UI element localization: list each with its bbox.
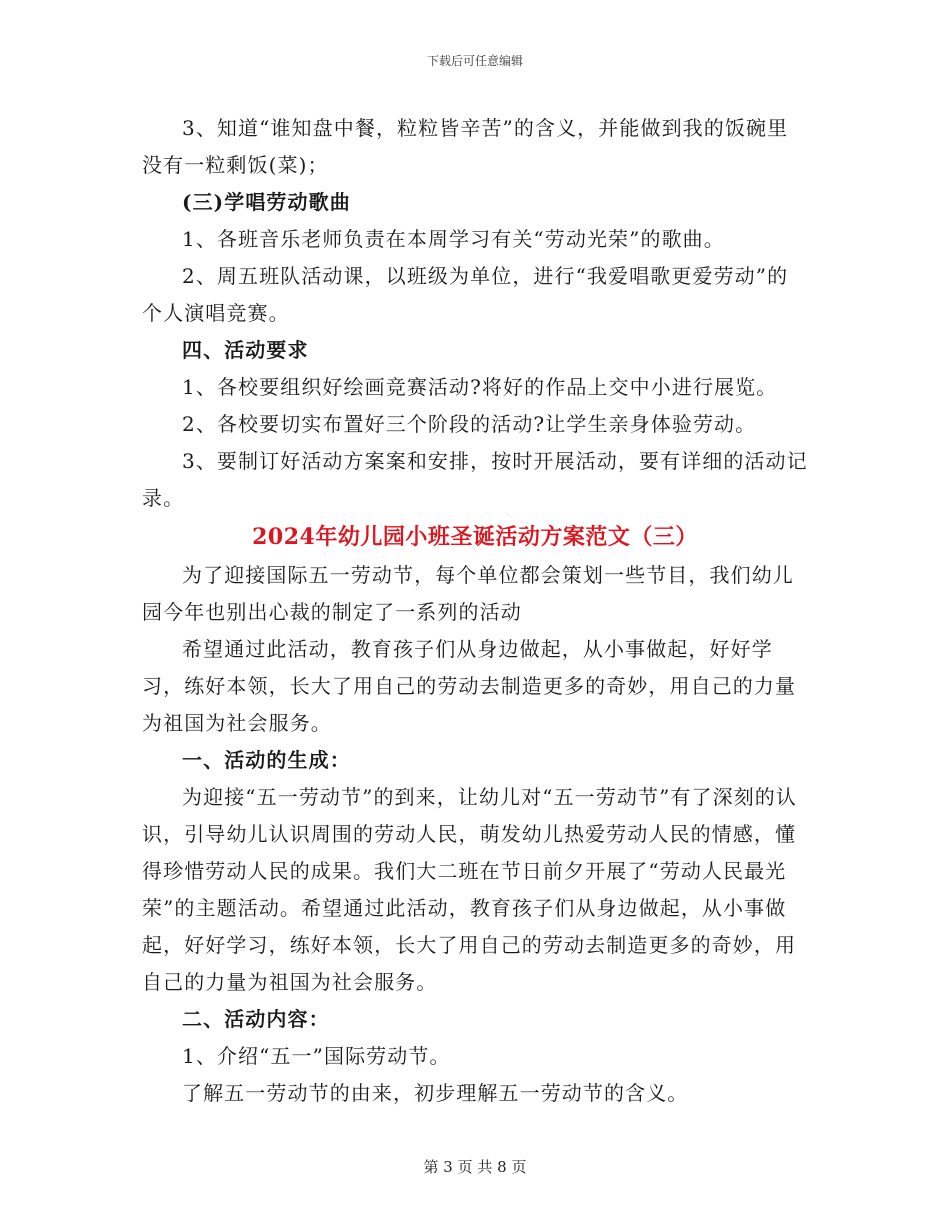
section-heading: 二、活动内容： bbox=[182, 1007, 330, 1031]
paragraph: 1、各校要组织好绘画竞赛活动?将好的作品上交中小进行展览。 bbox=[182, 375, 778, 399]
paragraph: 3、知道“谁知盘中餐，粒粒皆辛苦”的含义，并能做到我的饭碗里没有一粒剩饭(菜)； bbox=[142, 116, 789, 177]
section-heading: 一、活动的生成： bbox=[182, 748, 351, 772]
paragraph: 2、各校要切实布置好三个阶段的活动?让学生亲身体验劳动。 bbox=[182, 412, 757, 436]
page-number: 第 3 页 共 8 页 bbox=[423, 1158, 527, 1176]
section-heading: 四、活动要求 bbox=[182, 338, 309, 362]
paragraph: 2、周五班队活动课，以班级为单位，进行“我爱唱歌更爱劳动”的个人演唱竞赛。 bbox=[142, 264, 789, 325]
document-body bbox=[142, 110, 808, 1112]
paragraph: 3、要制订好活动方案案和安排，按时开展活动，要有详细的活动记录。 bbox=[142, 449, 808, 510]
paragraph: 1、各班音乐老师负责在本周学习有关“劳动光荣”的歌曲。 bbox=[182, 227, 725, 251]
paragraph: 为迎接“五一劳动节”的到来，让幼儿对“五一劳动节”有了深刻的认识，引导幼儿认识周围的劳动人民，萌发幼儿热爱劳动人民的情感，懂得珍惜劳动人民的成果。我们大二班在节日前夕开展了“劳动人民最光荣”的主题活动。希望通过此活动，教育孩子们从身边做起，从小事做起，好好学习，练好本领，长大了用自己的劳动去制造更多的奇妙，用自己的力量为祖国为社会服务。 bbox=[142, 785, 797, 994]
paragraph: 1、介绍“五一”国际劳动节。 bbox=[182, 1044, 451, 1068]
section-heading: (三)学唱劳动歌曲 bbox=[182, 190, 351, 214]
paragraph: 了解五一劳动节的由来，初步理解五一劳动节的含义。 bbox=[182, 1081, 689, 1105]
paragraph: 为了迎接国际五一劳动节，每个单位都会策划一些节目，我们幼儿园今年也别出心裁的制定了一系列的活动 bbox=[142, 563, 794, 624]
paragraph: 希望通过此活动，教育孩子们从身边做起，从小事做起，好好学习，练好本领，长大了用自己的劳动去制造更多的奇妙，用自己的力量为祖国为社会服务。 bbox=[142, 637, 797, 735]
page-header-note: 下载后可任意编辑 bbox=[426, 54, 523, 68]
document-title: 2024年幼儿园小班圣诞活动方案范文（三） bbox=[252, 524, 698, 550]
